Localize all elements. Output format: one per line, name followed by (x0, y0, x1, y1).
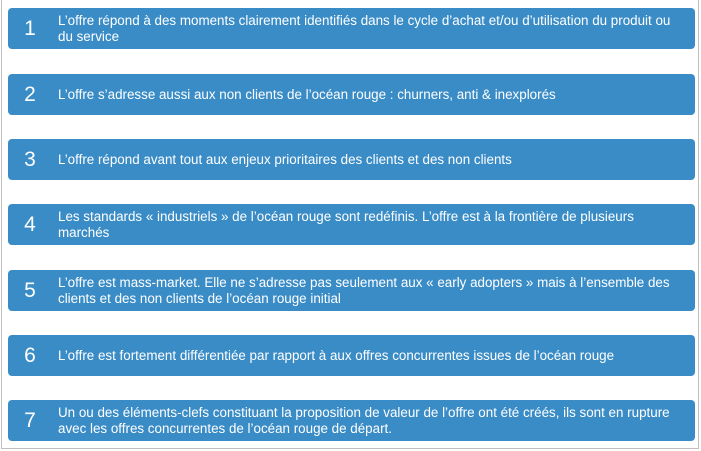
item-number: 1 (24, 17, 36, 40)
item-number: 3 (24, 148, 36, 171)
list-item-7 (8, 400, 695, 441)
item-text: L’offre répond à des moments clairement identifiés dans le cycle d’achat et/ou d’utilisation du produit ou du service (58, 12, 671, 44)
item-number: 2 (24, 83, 36, 106)
list-item-5 (8, 270, 695, 311)
item-text: Un ou des éléments-clefs constituant la proposition de valeur de l’offre ont été créés, ils sont en rupture avec les offres concurrentes de l’océan rouge de départ. (58, 404, 670, 436)
item-text: L’offre répond avant tout aux enjeux prioritaires des clients et des non clients (58, 151, 512, 167)
list-item-1 (8, 8, 695, 49)
item-text: L’offre est mass-market. Elle ne s’adresse pas seulement aux « early adopters » mais à l’ensemble des clients et des non clients de l’océan rouge initial (58, 274, 670, 306)
list-item-4 (8, 204, 695, 245)
item-text: L’offre s’adresse aussi aux non clients de l’océan rouge : churners, anti & inexplorés (58, 86, 556, 102)
list-item-3 (8, 139, 695, 180)
item-number: 4 (24, 213, 36, 236)
list-item-2 (8, 74, 695, 115)
list-item-6 (8, 335, 695, 376)
item-number: 7 (24, 409, 36, 432)
item-text: Les standards « industriels » de l’océan rouge sont redéfinis. L’offre est à la frontière de plusieurs marchés (58, 208, 634, 240)
item-text: L’offre est fortement différentiée par rapport à aux offres concurrentes issues de l’océan rouge (58, 347, 615, 363)
item-number: 5 (24, 279, 36, 302)
item-number: 6 (24, 344, 36, 367)
